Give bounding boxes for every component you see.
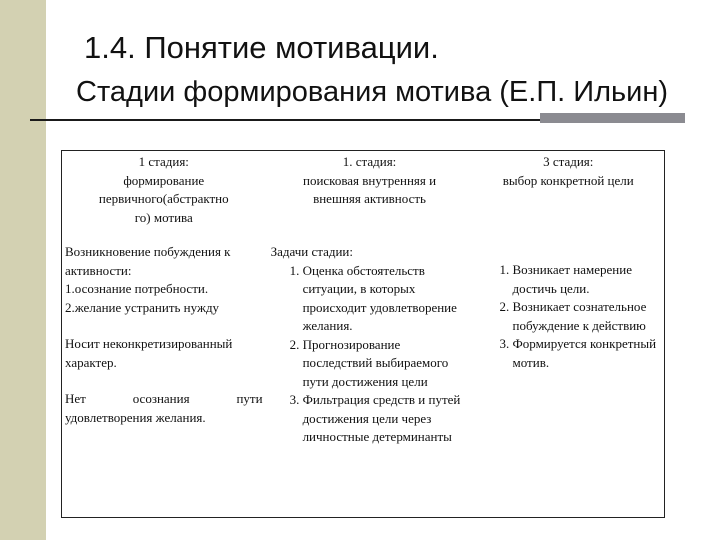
title-underline-accent (540, 113, 685, 123)
stage-2-body (269, 237, 473, 518)
stage-1-subtitle-line: первичного(абстрактно (98, 191, 229, 206)
stage-3-list (477, 261, 661, 372)
stage-1-line: 2.желание устранить нужду (65, 299, 220, 315)
stages-header-row (62, 151, 665, 238)
stage-1-subtitle-line: формирование (123, 172, 205, 188)
stage-1-intro: Возникновение побуждения к активности: (65, 244, 231, 278)
stages-table (61, 150, 665, 518)
list-item: 3. Формируется конкретный мотив. (513, 335, 661, 372)
stage-1-note: Нет осознания пути удовлетворения желания. (65, 391, 263, 425)
stage-3-header (473, 151, 665, 238)
slide-title: 1.4. Понятие мотивации. (84, 30, 439, 65)
stage-2-task-list (271, 262, 469, 447)
stage-3-subtitle-line: выбор конкретной цели (502, 172, 634, 188)
list-item: 1. Оценка обстоятельств ситуации, в которых происходит удовлетворение желания. (303, 262, 469, 336)
title-underline (30, 119, 540, 121)
stage-2-subtitle-line: поисковая внутренняя и (302, 172, 437, 188)
stage-2-heading: 1. стадия: (342, 154, 397, 169)
stage-1-note: Носит неконкретизированный характер. (65, 336, 233, 370)
stage-1-subtitle-line: го) мотива (134, 209, 193, 225)
list-item: 3. Фильтрация средств и путей достижения цели через личностные детерминанты (303, 391, 469, 447)
stage-3-heading: 3 стадия: (543, 154, 594, 169)
stage-1-heading: 1 стадия: (138, 154, 189, 169)
stage-2-intro: Задачи стадии: (270, 244, 353, 259)
stage-2-header (269, 151, 473, 238)
decorative-sidebar (0, 0, 46, 540)
stage-1-body (62, 237, 269, 518)
slide-subtitle: Стадии формирования мотива (Е.П. Ильин) (76, 76, 669, 108)
stages-body-row (62, 237, 665, 518)
stage-1-header (62, 151, 269, 238)
stage-2-subtitle-line: внешняя активность (313, 191, 426, 206)
list-item: 2. Возникает сознательное побуждение к действию (513, 298, 661, 335)
list-item: 2. Прогнозирование последствий выбираемого пути достижения цели (303, 336, 469, 392)
stage-1-line: 1.осознание потребности. (65, 281, 209, 296)
list-item: 1. Возникает намерение достичь цели. (513, 261, 661, 298)
stage-3-body (473, 237, 665, 518)
